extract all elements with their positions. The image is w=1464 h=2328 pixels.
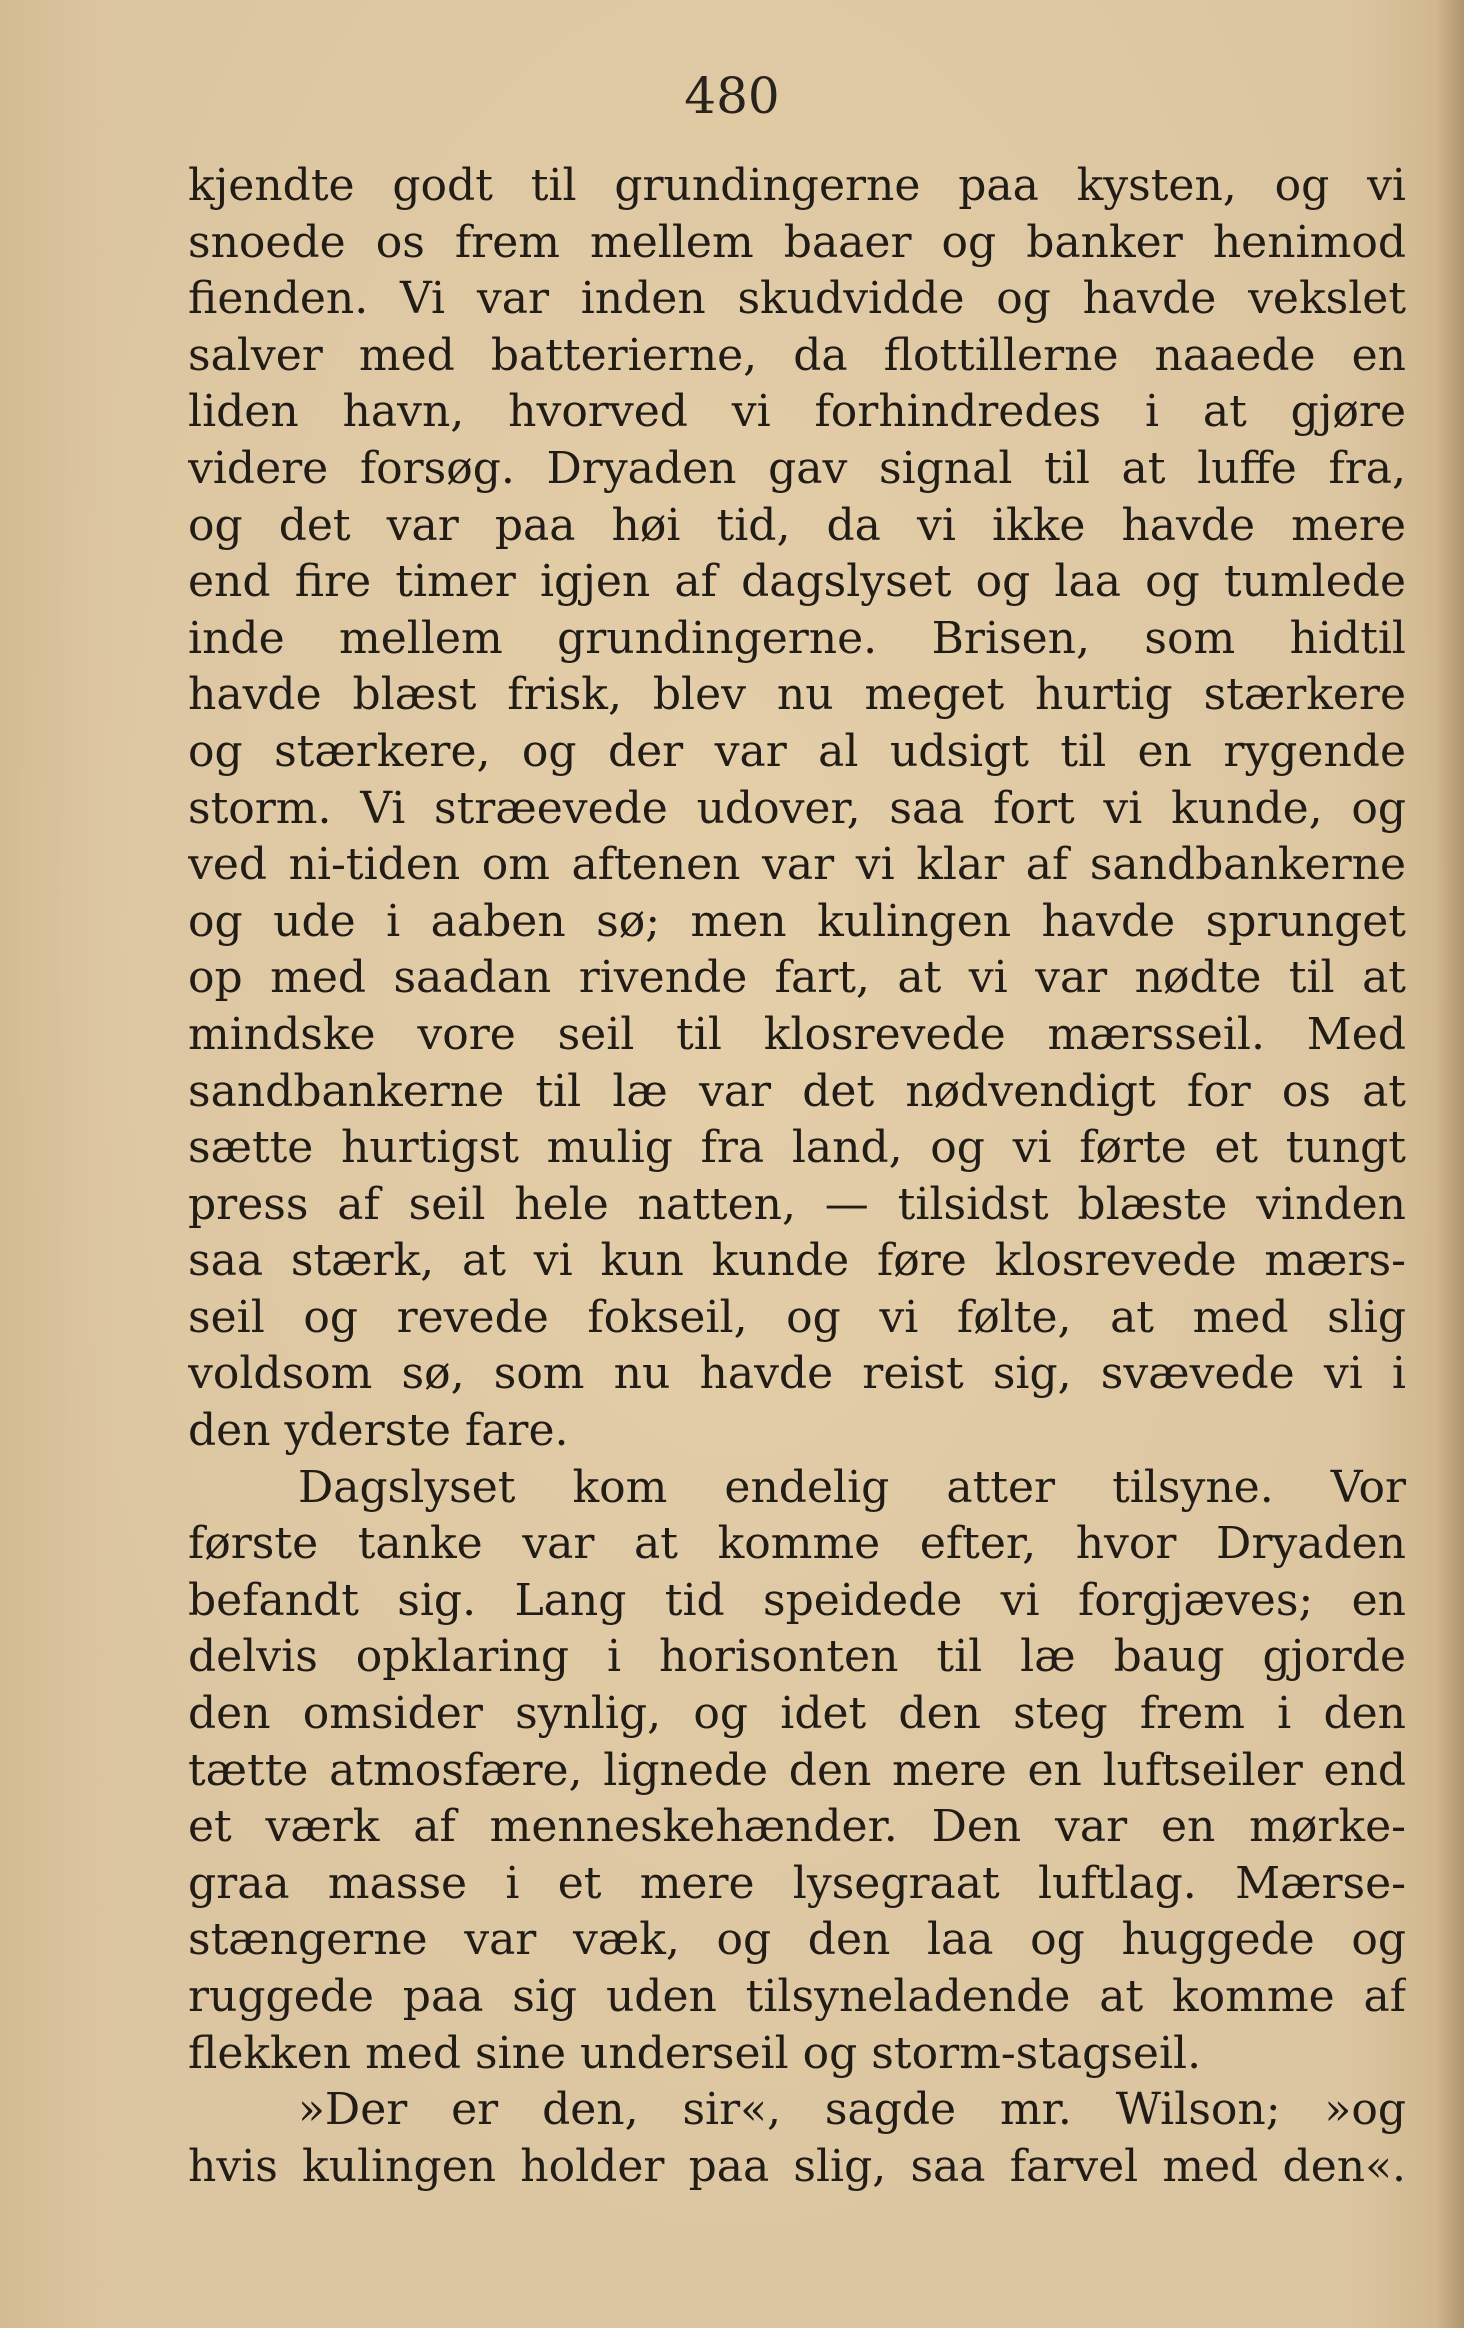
text-line: op med saadan rivende fart, at vi var nødte til at [188,952,1406,1004]
text-line: voldsom sø, som nu havde reist sig, svævede vi i [188,1348,1406,1400]
text-line: og ude i aaben sø; men kulingen havde sprunget [188,895,1406,947]
text-line: og stærkere, og der var al udsigt til en rygende [188,725,1406,777]
text-line: tætte atmosfære, lignede den mere en luftseiler end [188,1744,1406,1796]
text-line: et værk af menneskehænder. Den var en mørke- [188,1801,1406,1853]
text-line: første tanke var at komme efter, hvor Dryaden [188,1518,1406,1570]
text-line: hvis kulingen holder paa slig, saa farvel med den«. [188,2140,1406,2192]
body-text [188,158,1406,2195]
text-line: den omsider synlig, og idet den steg frem i den [188,1688,1406,1740]
text-line: salver med batterierne, da flottillerne naaede en [188,329,1406,381]
text-line: delvis opklaring i horisonten til læ baug gjorde [188,1631,1406,1683]
text-line: ved ni-tiden om aftenen var vi klar af sandbankerne [188,839,1406,891]
text-line: befandt sig. Lang tid speidede vi forgjæves; en [188,1574,1406,1626]
text-line: seil og revede fokseil, og vi følte, at med slig [188,1291,1406,1343]
text-line: mindske vore seil til klosrevede mærsseil. Med [188,1008,1406,1060]
text-line: havde blæst frisk, blev nu meget hurtig stærkere [188,669,1406,721]
text-line: inde mellem grundingerne. Brisen, som hidtil [188,612,1406,664]
text-line: kjendte godt til grundingerne paa kysten, og vi [188,160,1406,211]
text-line: »Der er den, sir«, sagde mr. Wilson; »og [298,2084,1406,2136]
text-line: liden havn, hvorved vi forhindredes i at gjøre [188,386,1406,438]
text-line: sandbankerne til læ var det nødvendigt for os at [188,1065,1406,1117]
text-line: graa masse i et mere lysegraat luftlag. Mærse- [188,1857,1406,1909]
text-line: storm. Vi stræevede udover, saa fort vi kunde, og [188,782,1406,834]
text-line: stængerne var væk, og den laa og huggede og [188,1914,1406,1966]
text-line: snoede os frem mellem baaer og banker henimod [188,216,1406,268]
page-number: 480 [684,67,780,125]
text-line: videre forsøg. Dryaden gav signal til at luffe fra, [188,442,1406,494]
text-line: ruggede paa sig uden tilsyneladende at komme af [188,1971,1406,2022]
text-line: flekken med sine underseil og storm-stagseil. [188,2027,1202,2079]
text-line: den yderste fare. [188,1405,569,1457]
text-line: sætte hurtigst mulig fra land, og vi førte et tungt [188,1122,1406,1174]
page-spine-shadow [1436,0,1464,2328]
text-line: Dagslyset kom endelig atter tilsyne. Vor [298,1461,1406,1513]
text-line: og det var paa høi tid, da vi ikke havde mere [188,499,1406,551]
text-line: fienden. Vi var inden skudvidde og havde vekslet [188,273,1406,325]
text-line: saa stærk, at vi kun kunde føre klosrevede mærs- [188,1235,1406,1287]
text-line: end fire timer igjen af dagslyset og laa og tumlede [188,556,1406,608]
text-line: press af seil hele natten, — tilsidst blæste vinden [188,1178,1406,1230]
